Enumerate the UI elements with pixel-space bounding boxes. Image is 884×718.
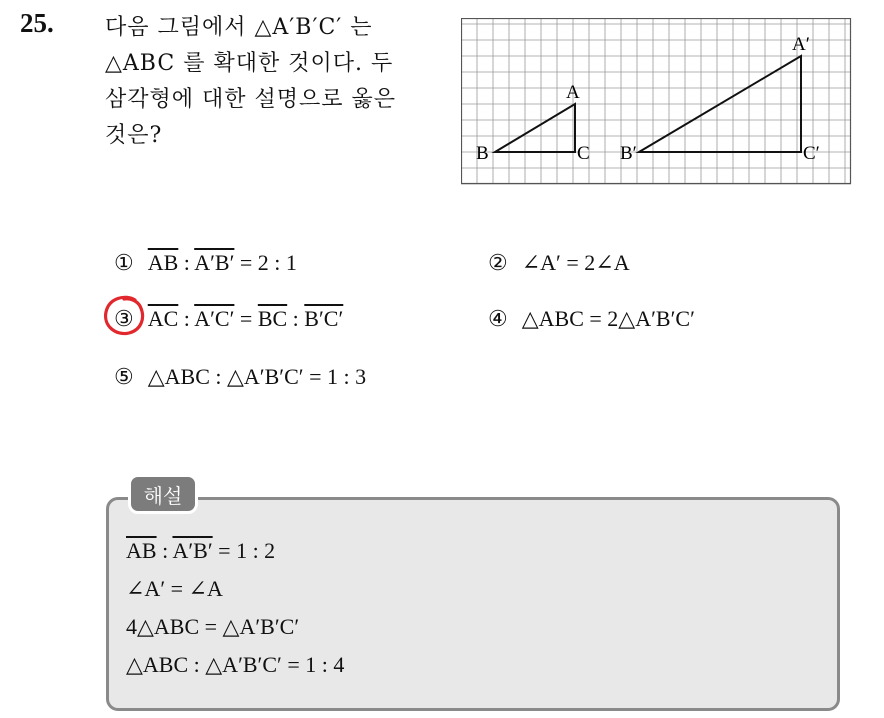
segment-ac: $\overline{AC}$ — [147, 306, 179, 331]
solution-line-3: 4△ABC = △A′B′C′ — [126, 614, 300, 639]
label-a: A — [566, 82, 580, 103]
choice-text: ∠A′ = 2∠A — [521, 250, 630, 275]
label-b: B — [476, 143, 489, 164]
question-line: △ABC 를 확대한 것이다. 두 — [105, 51, 394, 76]
triangle-figure — [461, 18, 853, 186]
choice-mark: ② — [488, 250, 508, 275]
choice-mark: ① — [114, 250, 134, 275]
choice-mark: ⑤ — [114, 364, 134, 389]
label-c-prime: C′ — [803, 143, 820, 164]
choice-mark: ④ — [488, 306, 508, 331]
choice-1[interactable] — [114, 250, 297, 276]
label-a-prime: A′ — [792, 34, 810, 55]
segment-bc: $\overline{BC}$ — [257, 306, 288, 331]
question-line: 다음 그림에서 △A′B′C′ 는 — [105, 15, 373, 40]
choice-text: △ABC = 2△A′B′C′ — [521, 306, 695, 331]
label-c: C — [577, 143, 590, 164]
answer-circle-mark — [100, 291, 150, 341]
question-text — [105, 10, 435, 154]
segment-a2c2: A′C′ — [194, 306, 235, 331]
question-number: 25. — [20, 8, 54, 38]
choice-text: = — [234, 306, 258, 331]
choice-text: = 2 : 1 — [234, 250, 297, 275]
choice-text: : — [287, 306, 305, 331]
question-line: 것은? — [105, 123, 163, 148]
choice-2[interactable] — [488, 250, 630, 276]
segment-ab: $\overline{AB}$ — [147, 250, 179, 275]
triangle-abc — [495, 104, 575, 152]
choice-text: △ABC : △A′B′C′ = 1 : 3 — [147, 364, 367, 389]
solution-tag: 해설 — [128, 474, 198, 514]
solution-line-1 — [126, 538, 275, 564]
segment-b2c2: B′C′ — [304, 306, 344, 331]
choice-4[interactable] — [488, 306, 695, 332]
choice-text: : — [178, 250, 195, 275]
solution-box — [106, 497, 840, 711]
segment-a2b2: A′B′ — [172, 538, 213, 563]
solution-text: = 1 : 2 — [212, 538, 276, 563]
solution-line-4: △ABC : △A′B′C′ = 1 : 4 — [126, 652, 345, 677]
question-line: 삼각형에 대한 설명으로 옳은 — [105, 87, 397, 112]
choice-text: : — [178, 306, 195, 331]
segment-ab: $\overline{AB}$ — [126, 538, 157, 563]
label-b-prime: B′ — [620, 143, 637, 164]
solution-text: : — [156, 538, 173, 563]
choice-mark: ③ — [114, 306, 134, 331]
segment-a2b2: A′B′ — [194, 250, 235, 275]
choice-5[interactable] — [114, 364, 366, 390]
solution-line-2: ∠A′ = ∠A — [126, 576, 223, 601]
